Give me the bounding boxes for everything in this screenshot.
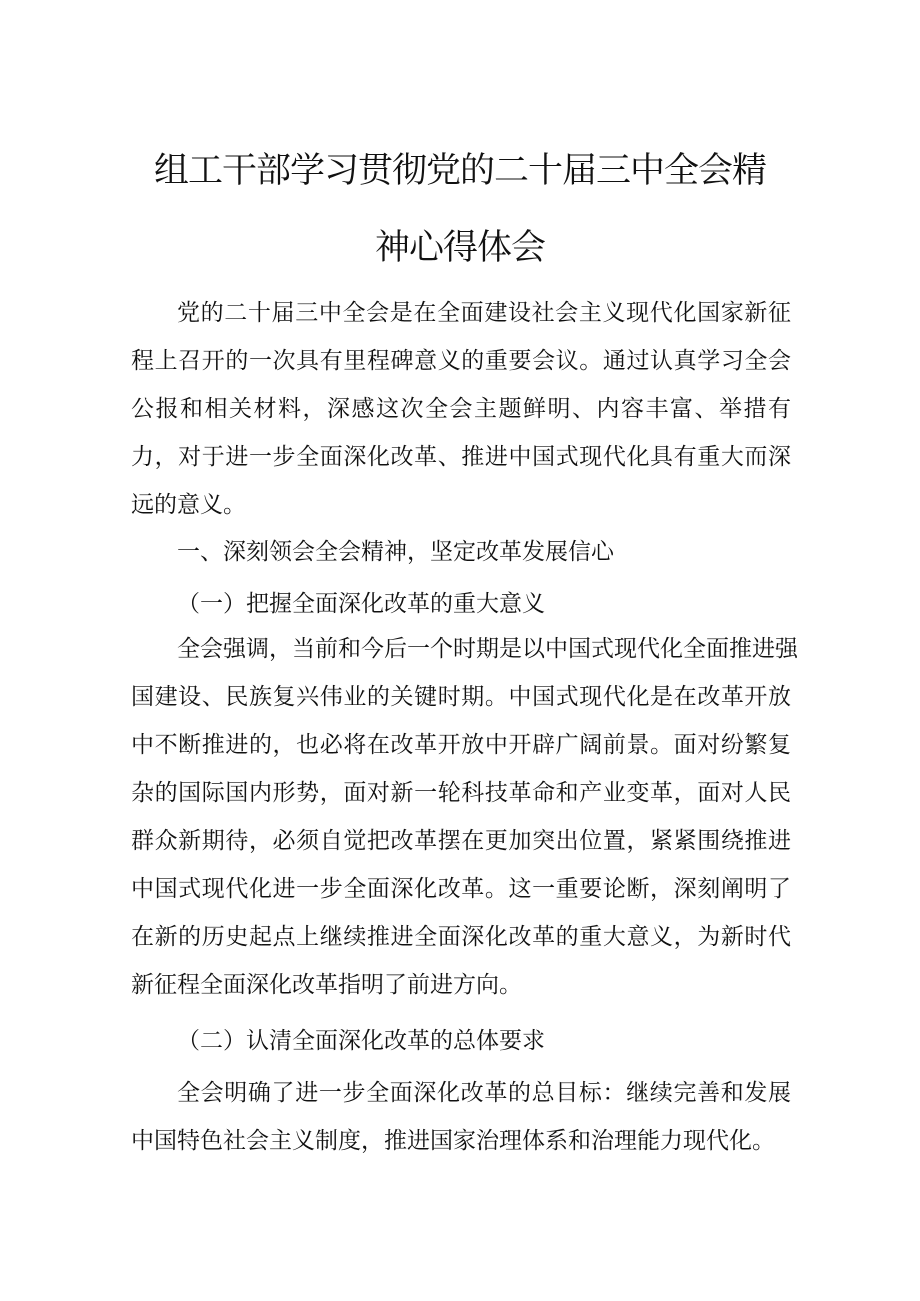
intro-line: 程上召开的一次具有里程碑意义的重要会议。通过认真学习全会 bbox=[131, 348, 791, 374]
subsection-2-heading: （二）认清全面深化改革的总体要求 bbox=[177, 1028, 545, 1054]
intro-line: 力，对于进一步全面深化改革、推进中国式现代化具有重大而深 bbox=[131, 444, 791, 470]
subsection-2-paragraph bbox=[131, 1069, 791, 1165]
intro-line: 党的二十届三中全会是在全面建设社会主义现代化国家新征 bbox=[177, 300, 791, 326]
paragraph-line: 新征程全面深化改革指明了前进方向。 bbox=[131, 972, 522, 998]
paragraph-line: 杂的国际国内形势，面对新一轮科技革命和产业变革，面对人民 bbox=[131, 780, 791, 806]
intro-paragraph bbox=[131, 289, 791, 529]
paragraph-line: 中不断推进的，也必将在改革开放中开辟广阔前景。面对纷繁复 bbox=[131, 732, 791, 758]
paragraph-line: 中国特色社会主义制度，推进国家治理体系和治理能力现代化。 bbox=[131, 1128, 775, 1154]
subsection-1-heading: （一）把握全面深化改革的重大意义 bbox=[177, 591, 545, 617]
paragraph-line: 全会明确了进一步全面深化改革的总目标：继续完善和发展 bbox=[177, 1080, 791, 1106]
intro-line: 公报和相关材料，深感这次全会主题鲜明、内容丰富、举措有 bbox=[131, 396, 791, 422]
section-1-heading: 一、深刻领会全会精神，坚定改革发展信心 bbox=[177, 539, 614, 565]
paragraph-line: 国建设、民族复兴伟业的关键时期。中国式现代化是在改革开放 bbox=[131, 684, 791, 710]
document-title-line-1: 组工干部学习贯彻党的二十届三中全会精 bbox=[153, 151, 766, 191]
paragraph-line: 全会强调，当前和今后一个时期是以中国式现代化全面推进强 bbox=[177, 636, 798, 662]
paragraph-line: 群众新期待，必须自觉把改革摆在更加突出位置，紧紧围绕推进 bbox=[131, 828, 791, 854]
paragraph-line: 中国式现代化进一步全面深化改革。这一重要论断，深刻阐明了 bbox=[131, 876, 791, 902]
subsection-1-paragraph bbox=[131, 625, 798, 1009]
intro-line: 远的意义。 bbox=[131, 492, 246, 518]
document-title-line-2: 神心得体会 bbox=[374, 228, 545, 268]
paragraph-line: 在新的历史起点上继续推进全面深化改革的重大意义，为新时代 bbox=[131, 924, 791, 950]
